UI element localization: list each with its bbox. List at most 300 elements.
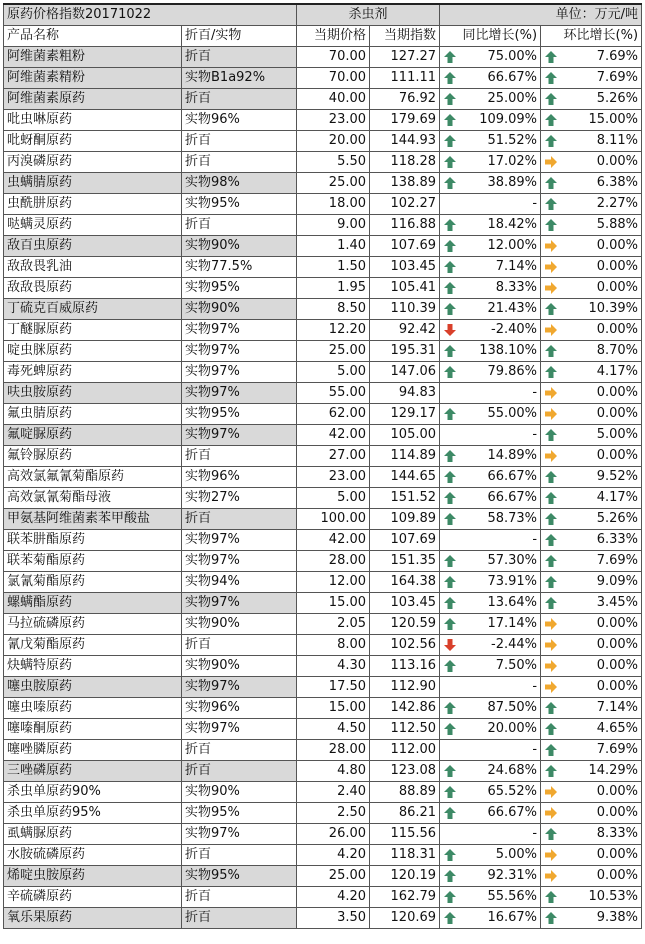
yoy-growth-cell: -2.40% [461, 320, 541, 341]
mom-icon-cell [541, 719, 562, 740]
yoy-icon-cell [440, 719, 461, 740]
yoy-growth-cell: 5.00% [461, 845, 541, 866]
yoy-icon-cell [440, 68, 461, 89]
header-product-name: 产品名称 [4, 26, 182, 47]
up-arrow-icon [544, 50, 558, 64]
unit-basis-cell: 实物90% [182, 299, 297, 320]
up-arrow-icon [544, 218, 558, 232]
yoy-growth-cell: - [461, 677, 541, 698]
product-name-cell: 联苯肼酯原药 [4, 530, 182, 551]
unit-basis-cell: 实物95% [182, 404, 297, 425]
current-index-cell: 115.56 [370, 824, 440, 845]
yoy-icon-cell [440, 509, 461, 530]
mom-icon-cell [541, 572, 562, 593]
up-arrow-icon [443, 239, 457, 253]
mom-growth-cell: 0.00% [562, 677, 642, 698]
right-arrow-icon [544, 785, 558, 799]
table-row [4, 320, 642, 341]
mom-growth-cell: 9.09% [562, 572, 642, 593]
current-index-cell: 162.79 [370, 887, 440, 908]
mom-icon-cell [541, 110, 562, 131]
mom-icon-cell [541, 467, 562, 488]
mom-growth-cell: 7.14% [562, 698, 642, 719]
unit-basis-cell: 实物97% [182, 362, 297, 383]
current-price-cell: 15.00 [297, 698, 370, 719]
yoy-icon-cell [440, 383, 461, 404]
current-price-cell: 40.00 [297, 89, 370, 110]
table-row [4, 299, 642, 320]
current-price-cell: 2.40 [297, 782, 370, 803]
yoy-growth-cell: 12.00% [461, 236, 541, 257]
table-row [4, 152, 642, 173]
category-label: 杀虫剂 [297, 4, 440, 26]
up-arrow-icon [443, 470, 457, 484]
table-row [4, 908, 642, 929]
current-index-cell: 109.89 [370, 509, 440, 530]
table-row [4, 572, 642, 593]
yoy-growth-cell: - [461, 383, 541, 404]
unit-basis-cell: 实物27% [182, 488, 297, 509]
mom-icon-cell [541, 383, 562, 404]
yoy-icon-cell [440, 173, 461, 194]
current-price-cell: 70.00 [297, 47, 370, 68]
yoy-growth-cell: 16.67% [461, 908, 541, 929]
current-price-cell: 26.00 [297, 824, 370, 845]
up-arrow-icon [443, 491, 457, 505]
unit-basis-cell: 实物90% [182, 614, 297, 635]
up-arrow-icon [443, 911, 457, 925]
table-row [4, 719, 642, 740]
yoy-growth-cell: - [461, 824, 541, 845]
right-arrow-icon [544, 806, 558, 820]
up-arrow-icon [443, 764, 457, 778]
current-price-cell: 12.00 [297, 572, 370, 593]
unit-basis-cell: 折百 [182, 89, 297, 110]
mom-growth-cell: 6.38% [562, 173, 642, 194]
table-row [4, 698, 642, 719]
mom-icon-cell [541, 425, 562, 446]
current-index-cell: 107.69 [370, 236, 440, 257]
yoy-growth-cell: 57.30% [461, 551, 541, 572]
up-arrow-icon [544, 512, 558, 526]
table-row [4, 677, 642, 698]
right-arrow-icon [544, 155, 558, 169]
yoy-growth-cell: 20.00% [461, 719, 541, 740]
product-name-cell: 丁硫克百威原药 [4, 299, 182, 320]
mom-icon-cell [541, 845, 562, 866]
mom-icon-cell [541, 404, 562, 425]
mom-growth-cell: 0.00% [562, 635, 642, 656]
unit-basis-cell: 折百 [182, 740, 297, 761]
mom-icon-cell [541, 698, 562, 719]
current-index-cell: 120.59 [370, 614, 440, 635]
current-price-cell: 55.00 [297, 383, 370, 404]
up-arrow-icon [544, 764, 558, 778]
yoy-growth-cell: 13.64% [461, 593, 541, 614]
up-arrow-icon [443, 722, 457, 736]
unit-basis-cell: 实物90% [182, 236, 297, 257]
product-name-cell: 虫酰肼原药 [4, 194, 182, 215]
yoy-growth-cell: 66.67% [461, 68, 541, 89]
current-price-cell: 18.00 [297, 194, 370, 215]
yoy-growth-cell: 55.00% [461, 404, 541, 425]
mom-icon-cell [541, 761, 562, 782]
yoy-growth-cell: -2.44% [461, 635, 541, 656]
current-price-cell: 25.00 [297, 341, 370, 362]
mom-icon-cell [541, 446, 562, 467]
current-index-cell: 116.88 [370, 215, 440, 236]
mom-growth-cell: 8.33% [562, 824, 642, 845]
up-arrow-icon [443, 785, 457, 799]
mom-icon-cell [541, 362, 562, 383]
yoy-icon-cell [440, 446, 461, 467]
current-index-cell: 105.41 [370, 278, 440, 299]
up-arrow-icon [544, 491, 558, 505]
table-row [4, 509, 642, 530]
mom-icon-cell [541, 530, 562, 551]
current-index-cell: 105.00 [370, 425, 440, 446]
yoy-growth-cell: 73.91% [461, 572, 541, 593]
mom-growth-cell: 7.69% [562, 740, 642, 761]
current-price-cell: 4.30 [297, 656, 370, 677]
product-name-cell: 吡虫啉原药 [4, 110, 182, 131]
up-arrow-icon [544, 890, 558, 904]
mom-growth-cell: 4.17% [562, 488, 642, 509]
up-arrow-icon [443, 50, 457, 64]
current-index-cell: 112.50 [370, 719, 440, 740]
table-row [4, 68, 642, 89]
current-price-cell: 2.50 [297, 803, 370, 824]
up-arrow-icon [443, 218, 457, 232]
table-row [4, 236, 642, 257]
right-arrow-icon [544, 323, 558, 337]
current-price-cell: 1.95 [297, 278, 370, 299]
up-arrow-icon [443, 281, 457, 295]
table-row [4, 740, 642, 761]
yoy-icon-cell [440, 488, 461, 509]
table-row [4, 110, 642, 131]
product-name-cell: 阿维菌素原药 [4, 89, 182, 110]
mom-growth-cell: 5.26% [562, 89, 642, 110]
mom-growth-cell: 4.65% [562, 719, 642, 740]
right-arrow-icon [544, 680, 558, 694]
up-arrow-icon [443, 302, 457, 316]
product-name-cell: 烯啶虫胺原药 [4, 866, 182, 887]
mom-icon-cell [541, 299, 562, 320]
up-arrow-icon [443, 365, 457, 379]
up-arrow-icon [544, 575, 558, 589]
unit-basis-cell: 实物96% [182, 110, 297, 131]
product-name-cell: 杀虫单原药90% [4, 782, 182, 803]
up-arrow-icon [443, 617, 457, 631]
current-price-cell: 8.00 [297, 635, 370, 656]
table-row [4, 656, 642, 677]
yoy-growth-cell: 138.10% [461, 341, 541, 362]
mom-growth-cell: 0.00% [562, 236, 642, 257]
unit-basis-cell: 折百 [182, 635, 297, 656]
table-row [4, 362, 642, 383]
mom-icon-cell [541, 89, 562, 110]
product-name-cell: 丁醚脲原药 [4, 320, 182, 341]
yoy-icon-cell [440, 110, 461, 131]
unit-basis-cell: 实物77.5% [182, 257, 297, 278]
unit-basis-cell: 折百 [182, 887, 297, 908]
table-row [4, 761, 642, 782]
price-index-sheet [3, 3, 641, 929]
product-name-cell: 阿维菌素粗粉 [4, 47, 182, 68]
mom-icon-cell [541, 635, 562, 656]
yoy-icon-cell [440, 824, 461, 845]
table-row [4, 215, 642, 236]
product-name-cell: 氟啶脲原药 [4, 425, 182, 446]
mom-growth-cell: 0.00% [562, 320, 642, 341]
product-name-cell: 螺螨酯原药 [4, 593, 182, 614]
yoy-icon-cell [440, 257, 461, 278]
current-index-cell: 102.56 [370, 635, 440, 656]
current-index-cell: 127.27 [370, 47, 440, 68]
unit-basis-cell: 实物97% [182, 824, 297, 845]
mom-growth-cell: 10.39% [562, 299, 642, 320]
product-name-cell: 啶虫脒原药 [4, 341, 182, 362]
mom-icon-cell [541, 257, 562, 278]
unit-basis-cell: 实物97% [182, 341, 297, 362]
table-row [4, 446, 642, 467]
mom-icon-cell [541, 278, 562, 299]
yoy-icon-cell [440, 614, 461, 635]
yoy-icon-cell [440, 908, 461, 929]
up-arrow-icon [443, 155, 457, 169]
yoy-growth-cell: 75.00% [461, 47, 541, 68]
current-price-cell: 1.50 [297, 257, 370, 278]
mom-icon-cell [541, 740, 562, 761]
right-arrow-icon [544, 449, 558, 463]
up-arrow-icon [544, 71, 558, 85]
mom-icon-cell [541, 824, 562, 845]
unit-basis-cell: 实物96% [182, 467, 297, 488]
yoy-icon-cell [440, 236, 461, 257]
current-index-cell: 120.19 [370, 866, 440, 887]
current-price-cell: 8.50 [297, 299, 370, 320]
product-name-cell: 噻虫胺原药 [4, 677, 182, 698]
title-row [4, 4, 642, 26]
mom-growth-cell: 0.00% [562, 782, 642, 803]
up-arrow-icon [443, 659, 457, 673]
table-row [4, 194, 642, 215]
yoy-growth-cell: 17.14% [461, 614, 541, 635]
current-index-cell: 103.45 [370, 593, 440, 614]
unit-basis-cell: 实物95% [182, 803, 297, 824]
yoy-icon-cell [440, 677, 461, 698]
up-arrow-icon [443, 71, 457, 85]
down-arrow-icon [443, 323, 457, 337]
right-arrow-icon [544, 848, 558, 862]
current-index-cell: 88.89 [370, 782, 440, 803]
mom-icon-cell [541, 47, 562, 68]
yoy-growth-cell: 7.14% [461, 257, 541, 278]
mom-icon-cell [541, 593, 562, 614]
current-index-cell: 138.89 [370, 173, 440, 194]
up-arrow-icon [544, 701, 558, 715]
table-row [4, 89, 642, 110]
right-arrow-icon [544, 638, 558, 652]
up-arrow-icon [443, 260, 457, 274]
yoy-icon-cell [440, 341, 461, 362]
product-name-cell: 高效氯氰菊酯母液 [4, 488, 182, 509]
current-index-cell: 113.16 [370, 656, 440, 677]
current-index-cell: 107.69 [370, 530, 440, 551]
current-index-cell: 92.42 [370, 320, 440, 341]
yoy-growth-cell: 51.52% [461, 131, 541, 152]
mom-growth-cell: 8.70% [562, 341, 642, 362]
up-arrow-icon [443, 113, 457, 127]
table-row [4, 593, 642, 614]
yoy-growth-cell: 38.89% [461, 173, 541, 194]
table-row [4, 47, 642, 68]
mom-growth-cell: 5.26% [562, 509, 642, 530]
up-arrow-icon [544, 197, 558, 211]
yoy-icon-cell [440, 551, 461, 572]
unit-basis-cell: 实物90% [182, 656, 297, 677]
current-index-cell: 179.69 [370, 110, 440, 131]
yoy-icon-cell [440, 131, 461, 152]
header-yoy-growth: 同比增长(%) [440, 26, 541, 47]
table-row [4, 488, 642, 509]
up-arrow-icon [443, 344, 457, 358]
up-arrow-icon [443, 806, 457, 820]
current-price-cell: 1.40 [297, 236, 370, 257]
table-row [4, 383, 642, 404]
mom-growth-cell: 10.53% [562, 887, 642, 908]
yoy-growth-cell: 25.00% [461, 89, 541, 110]
yoy-icon-cell [440, 656, 461, 677]
right-arrow-icon [544, 281, 558, 295]
yoy-growth-cell: 66.67% [461, 467, 541, 488]
unit-basis-cell: 实物B1a92% [182, 68, 297, 89]
product-name-cell: 噻唑膦原药 [4, 740, 182, 761]
current-index-cell: 151.52 [370, 488, 440, 509]
unit-basis-cell: 实物90% [182, 782, 297, 803]
mom-growth-cell: 0.00% [562, 257, 642, 278]
yoy-icon-cell [440, 572, 461, 593]
up-arrow-icon [443, 407, 457, 421]
current-index-cell: 142.86 [370, 698, 440, 719]
right-arrow-icon [544, 386, 558, 400]
unit-basis-cell: 实物98% [182, 173, 297, 194]
up-arrow-icon [443, 449, 457, 463]
current-price-cell: 9.00 [297, 215, 370, 236]
current-price-cell: 3.50 [297, 908, 370, 929]
mom-growth-cell: 7.69% [562, 68, 642, 89]
table-row [4, 845, 642, 866]
up-arrow-icon [443, 176, 457, 190]
current-price-cell: 28.00 [297, 551, 370, 572]
table-row [4, 782, 642, 803]
mom-growth-cell: 6.33% [562, 530, 642, 551]
current-price-cell: 5.50 [297, 152, 370, 173]
yoy-growth-cell: 58.73% [461, 509, 541, 530]
current-price-cell: 28.00 [297, 740, 370, 761]
current-index-cell: 144.93 [370, 131, 440, 152]
mom-growth-cell: 15.00% [562, 110, 642, 131]
unit-basis-cell: 实物97% [182, 530, 297, 551]
current-index-cell: 110.39 [370, 299, 440, 320]
up-arrow-icon [443, 869, 457, 883]
mom-growth-cell: 0.00% [562, 614, 642, 635]
up-arrow-icon [544, 470, 558, 484]
price-table [3, 3, 642, 929]
product-name-cell: 杀虫单原药95% [4, 803, 182, 824]
yoy-icon-cell [440, 803, 461, 824]
yoy-growth-cell: 18.42% [461, 215, 541, 236]
unit-basis-cell: 实物95% [182, 278, 297, 299]
up-arrow-icon [443, 890, 457, 904]
mom-growth-cell: 7.69% [562, 47, 642, 68]
mom-growth-cell: 0.00% [562, 866, 642, 887]
header-current-price: 当期价格 [297, 26, 370, 47]
yoy-icon-cell [440, 320, 461, 341]
mom-icon-cell [541, 782, 562, 803]
mom-growth-cell: 0.00% [562, 446, 642, 467]
current-index-cell: 94.83 [370, 383, 440, 404]
mom-growth-cell: 0.00% [562, 803, 642, 824]
up-arrow-icon [544, 344, 558, 358]
current-index-cell: 102.27 [370, 194, 440, 215]
header-current-index: 当期指数 [370, 26, 440, 47]
product-name-cell: 呋虫胺原药 [4, 383, 182, 404]
up-arrow-icon [544, 596, 558, 610]
yoy-growth-cell: 14.89% [461, 446, 541, 467]
product-name-cell: 哒螨灵原药 [4, 215, 182, 236]
up-arrow-icon [544, 113, 558, 127]
current-price-cell: 100.00 [297, 509, 370, 530]
yoy-growth-cell: 92.31% [461, 866, 541, 887]
current-price-cell: 4.20 [297, 887, 370, 908]
mom-growth-cell: 7.69% [562, 551, 642, 572]
sheet-title: 原药价格指数20171022 [4, 4, 297, 26]
product-name-cell: 氧乐果原药 [4, 908, 182, 929]
table-row [4, 551, 642, 572]
mom-growth-cell: 9.38% [562, 908, 642, 929]
product-name-cell: 虱螨脲原药 [4, 824, 182, 845]
mom-icon-cell [541, 908, 562, 929]
product-name-cell: 敌敌畏乳油 [4, 257, 182, 278]
current-index-cell: 151.35 [370, 551, 440, 572]
yoy-icon-cell [440, 698, 461, 719]
mom-icon-cell [541, 341, 562, 362]
mom-icon-cell [541, 194, 562, 215]
current-index-cell: 123.08 [370, 761, 440, 782]
mom-icon-cell [541, 488, 562, 509]
unit-basis-cell: 折百 [182, 446, 297, 467]
mom-growth-cell: 0.00% [562, 656, 642, 677]
yoy-icon-cell [440, 740, 461, 761]
table-row [4, 614, 642, 635]
mom-icon-cell [541, 803, 562, 824]
current-index-cell: 111.11 [370, 68, 440, 89]
mom-growth-cell: 2.27% [562, 194, 642, 215]
product-name-cell: 三唑磷原药 [4, 761, 182, 782]
right-arrow-icon [544, 239, 558, 253]
header-mom-growth: 环比增长(%) [541, 26, 642, 47]
up-arrow-icon [443, 512, 457, 526]
table-row [4, 887, 642, 908]
up-arrow-icon [443, 596, 457, 610]
yoy-icon-cell [440, 362, 461, 383]
current-price-cell: 5.00 [297, 488, 370, 509]
yoy-icon-cell [440, 467, 461, 488]
product-name-cell: 氯氰菊酯原药 [4, 572, 182, 593]
up-arrow-icon [443, 554, 457, 568]
